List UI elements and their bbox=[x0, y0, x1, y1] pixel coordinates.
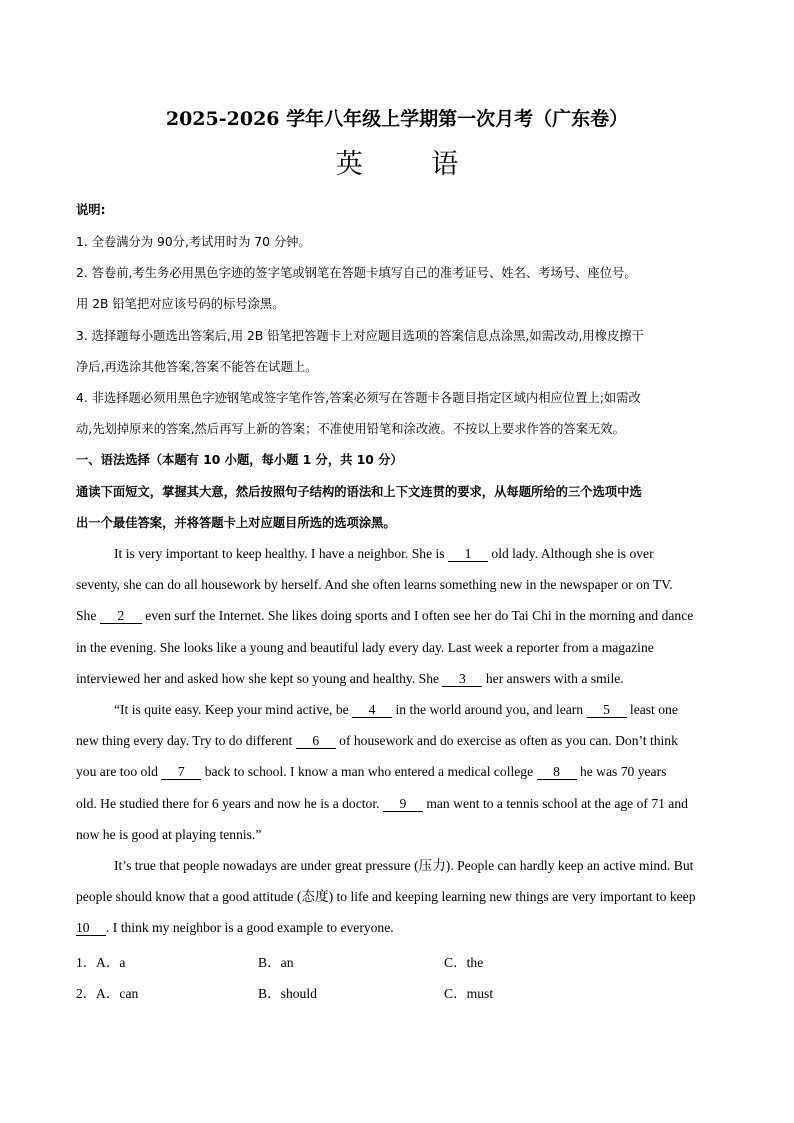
passage-line: seventy, she can do all housework by herself. And she often learns something new in the newspaper or on TV. bbox=[76, 577, 673, 592]
passage-line bbox=[76, 763, 718, 781]
passage-text: interviewed her and asked how she kept so young and healthy. She bbox=[76, 671, 440, 686]
passage-text: back to school. I know a man who entered a medical college bbox=[204, 764, 534, 779]
passage-line bbox=[76, 732, 718, 750]
passage-text: her answers with a smile. bbox=[485, 671, 624, 686]
passage-text: even surf the Internet. She likes doing sports and I often see her do Tai Chi in the morning and dance bbox=[145, 608, 694, 623]
passage-line: now he is good at playing tennis.” bbox=[76, 827, 262, 842]
blank-8: 8 bbox=[537, 765, 577, 780]
option-c[interactable]: C．the bbox=[444, 955, 484, 970]
section-heading: 一、语法选择（本题有 10 小题，每小题 1 分，共 10 分） bbox=[76, 453, 403, 467]
section-instruction-2: 出一个最佳答案，并将答题卡上对应题目所选的选项涂黑。 bbox=[76, 516, 396, 530]
note-line-1: 1. 全卷满分为 90分,考试用时为 70 分钟。 bbox=[76, 235, 311, 249]
note-line-3: 用 2B 铅笔把对应该号码的标号涂黑。 bbox=[76, 297, 285, 311]
option-b[interactable]: B．should bbox=[258, 986, 317, 1001]
note-line-2: 2. 答卷前,考生务必用黑色字迹的签字笔或钢笔在答题卡填写自己的准考证号、姓名、考场号、座位号。 bbox=[76, 266, 637, 280]
passage-text: he was 70 years bbox=[579, 764, 667, 779]
blank-1: 1 bbox=[448, 547, 488, 562]
passage-line: in the evening. She looks like a young and beautiful lady every day. Last week a reporter from a magazine bbox=[76, 640, 654, 655]
option-a[interactable]: A．can bbox=[96, 986, 139, 1001]
blank-10: 10 bbox=[76, 921, 106, 936]
passage-text: “It is quite easy. Keep your mind active, be bbox=[114, 702, 349, 717]
blank-5: 5 bbox=[587, 703, 627, 718]
passage-line bbox=[114, 701, 718, 719]
exam-title: 2025-2026 学年八年级上学期第一次月考（广东卷） bbox=[165, 108, 629, 130]
passage-text: old. He studied there for 6 years and now he is a doctor. bbox=[76, 796, 380, 811]
passage-line bbox=[76, 670, 718, 688]
passage-text: new thing every day. Try to do different bbox=[76, 733, 293, 748]
passage-text: you are too old bbox=[76, 764, 158, 779]
note-line-6: 4. 非选择题必须用黑色字迹钢笔或签字笔作答,答案必须写在答题卡各题目指定区域内相应位置上;如需改 bbox=[76, 391, 641, 405]
passage-line: It’s true that people nowadays are under great pressure (压力). People can hardly keep an active mind. But bbox=[114, 858, 694, 873]
note-line-4: 3. 选择题每小题选出答案后,用 2B 铅笔把答题卡上对应题目选项的答案信息点涂黑,如需改动,用橡皮擦干 bbox=[76, 329, 644, 343]
section-instruction-1: 通读下面短文，掌握其大意，然后按照句子结构的语法和上下文连贯的要求，从每题所给的三个选项中选 bbox=[76, 485, 642, 499]
option-b[interactable]: B．an bbox=[258, 955, 294, 970]
passage-line bbox=[114, 545, 718, 563]
question-number: 2． bbox=[76, 986, 97, 1001]
note-line-5: 净后,再选涂其他答案,答案不能答在试题上。 bbox=[76, 360, 318, 374]
subject-title: 英 语 bbox=[335, 149, 489, 180]
option-c[interactable]: C．must bbox=[444, 986, 494, 1001]
blank-7: 7 bbox=[161, 765, 201, 780]
blank-9: 9 bbox=[383, 797, 423, 812]
note-line-7: 动,先划掉原来的答案,然后再写上新的答案；不准使用铅笔和涂改液。不按以上要求作答的答案无效。 bbox=[76, 422, 625, 436]
passage-text: . I think my neighbor is a good example to everyone. bbox=[106, 920, 394, 935]
passage-line bbox=[76, 607, 718, 625]
passage-line bbox=[76, 919, 718, 937]
passage-text: least one bbox=[629, 702, 678, 717]
passage-text: She bbox=[76, 608, 97, 623]
blank-3: 3 bbox=[442, 672, 482, 687]
passage-text: old lady. Although she is over bbox=[491, 546, 654, 561]
blank-6: 6 bbox=[296, 734, 336, 749]
passage-text: in the world around you, and learn bbox=[395, 702, 584, 717]
passage-text: man went to a tennis school at the age of 71 and bbox=[426, 796, 688, 811]
passage-text: It is very important to keep healthy. I have a neighbor. She is bbox=[114, 546, 445, 561]
blank-4: 4 bbox=[352, 703, 392, 718]
passage-line bbox=[76, 795, 718, 813]
passage-line: people should know that a good attitude (态度) to life and keeping learning new things are very important to keep bbox=[76, 889, 696, 904]
blank-2: 2 bbox=[100, 609, 142, 624]
notes-heading: 说明: bbox=[76, 203, 106, 217]
option-a[interactable]: A．a bbox=[96, 955, 126, 970]
passage-text: of housework and do exercise as often as you can. Don’t think bbox=[339, 733, 678, 748]
question-number: 1． bbox=[76, 955, 97, 970]
